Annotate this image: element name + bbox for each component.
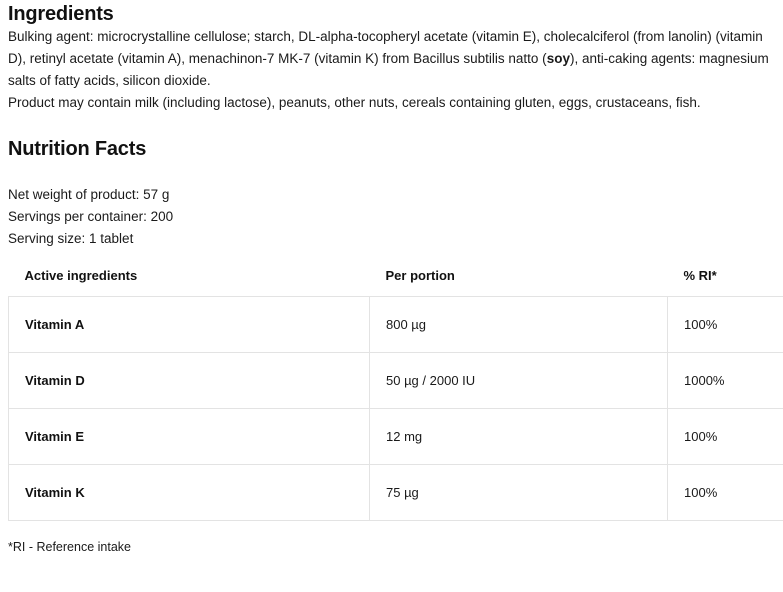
serving-size-line: Serving size: 1 tablet	[8, 231, 134, 246]
cell-per-portion: 75 µg	[370, 465, 668, 521]
net-weight-line: Net weight of product: 57 g	[8, 187, 170, 202]
cell-ingredient-name: Vitamin E	[9, 409, 370, 465]
ingredients-allergen-highlight: soy	[546, 51, 570, 66]
column-header-active-ingredients: Active ingredients	[24, 268, 138, 283]
cell-per-portion: 12 mg	[370, 409, 668, 465]
table-row	[9, 353, 783, 409]
nutrition-facts-heading: Nutrition Facts	[8, 138, 147, 160]
table-row	[9, 297, 783, 353]
ingredients-text-after-bold: ), anti-caking agents: magnesium salts of fatty acids, silicon dioxide.	[8, 51, 769, 88]
column-header-ri-percent: % RI*	[683, 268, 717, 283]
cell-ingredient-name: Vitamin D	[9, 353, 370, 409]
allergen-warning-paragraph: Product may contain milk (including lactose), peanuts, other nuts, cereals containing gluten, eggs, crustaceans, fish.	[8, 95, 701, 110]
serving-info-block	[8, 184, 775, 250]
ingredients-heading: Ingredients	[8, 3, 114, 25]
cell-ri-percent: 100%	[668, 465, 783, 521]
nutrition-facts-table	[8, 268, 783, 521]
reference-intake-footnote: *RI - Reference intake	[8, 540, 131, 554]
cell-ri-percent: 100%	[668, 297, 783, 353]
table-row	[9, 465, 783, 521]
column-header-per-portion: Per portion	[385, 268, 455, 283]
cell-ingredient-name: Vitamin A	[9, 297, 370, 353]
cell-ri-percent: 100%	[668, 409, 783, 465]
cell-per-portion: 50 µg / 2000 IU	[370, 353, 668, 409]
table-header	[9, 268, 783, 297]
cell-ingredient-name: Vitamin K	[9, 465, 370, 521]
cell-ri-percent: 1000%	[668, 353, 783, 409]
ingredients-paragraph	[8, 26, 775, 92]
cell-per-portion: 800 µg	[370, 297, 668, 353]
table-header-row	[9, 268, 783, 297]
ingredients-text-before-bold: Bulking agent: microcrystalline cellulose; starch, DL-alpha-tocopheryl acetate (vitamin E), cholecalciferol (from lanolin) (vitamin D), retinyl acetate (vitamin A), menachinon-7 MK-7 (vitamin K) from Bacillus subtilis natto (	[8, 29, 763, 66]
servings-per-container-line: Servings per container: 200	[8, 209, 174, 224]
table-body	[9, 297, 783, 521]
table-row	[9, 409, 783, 465]
